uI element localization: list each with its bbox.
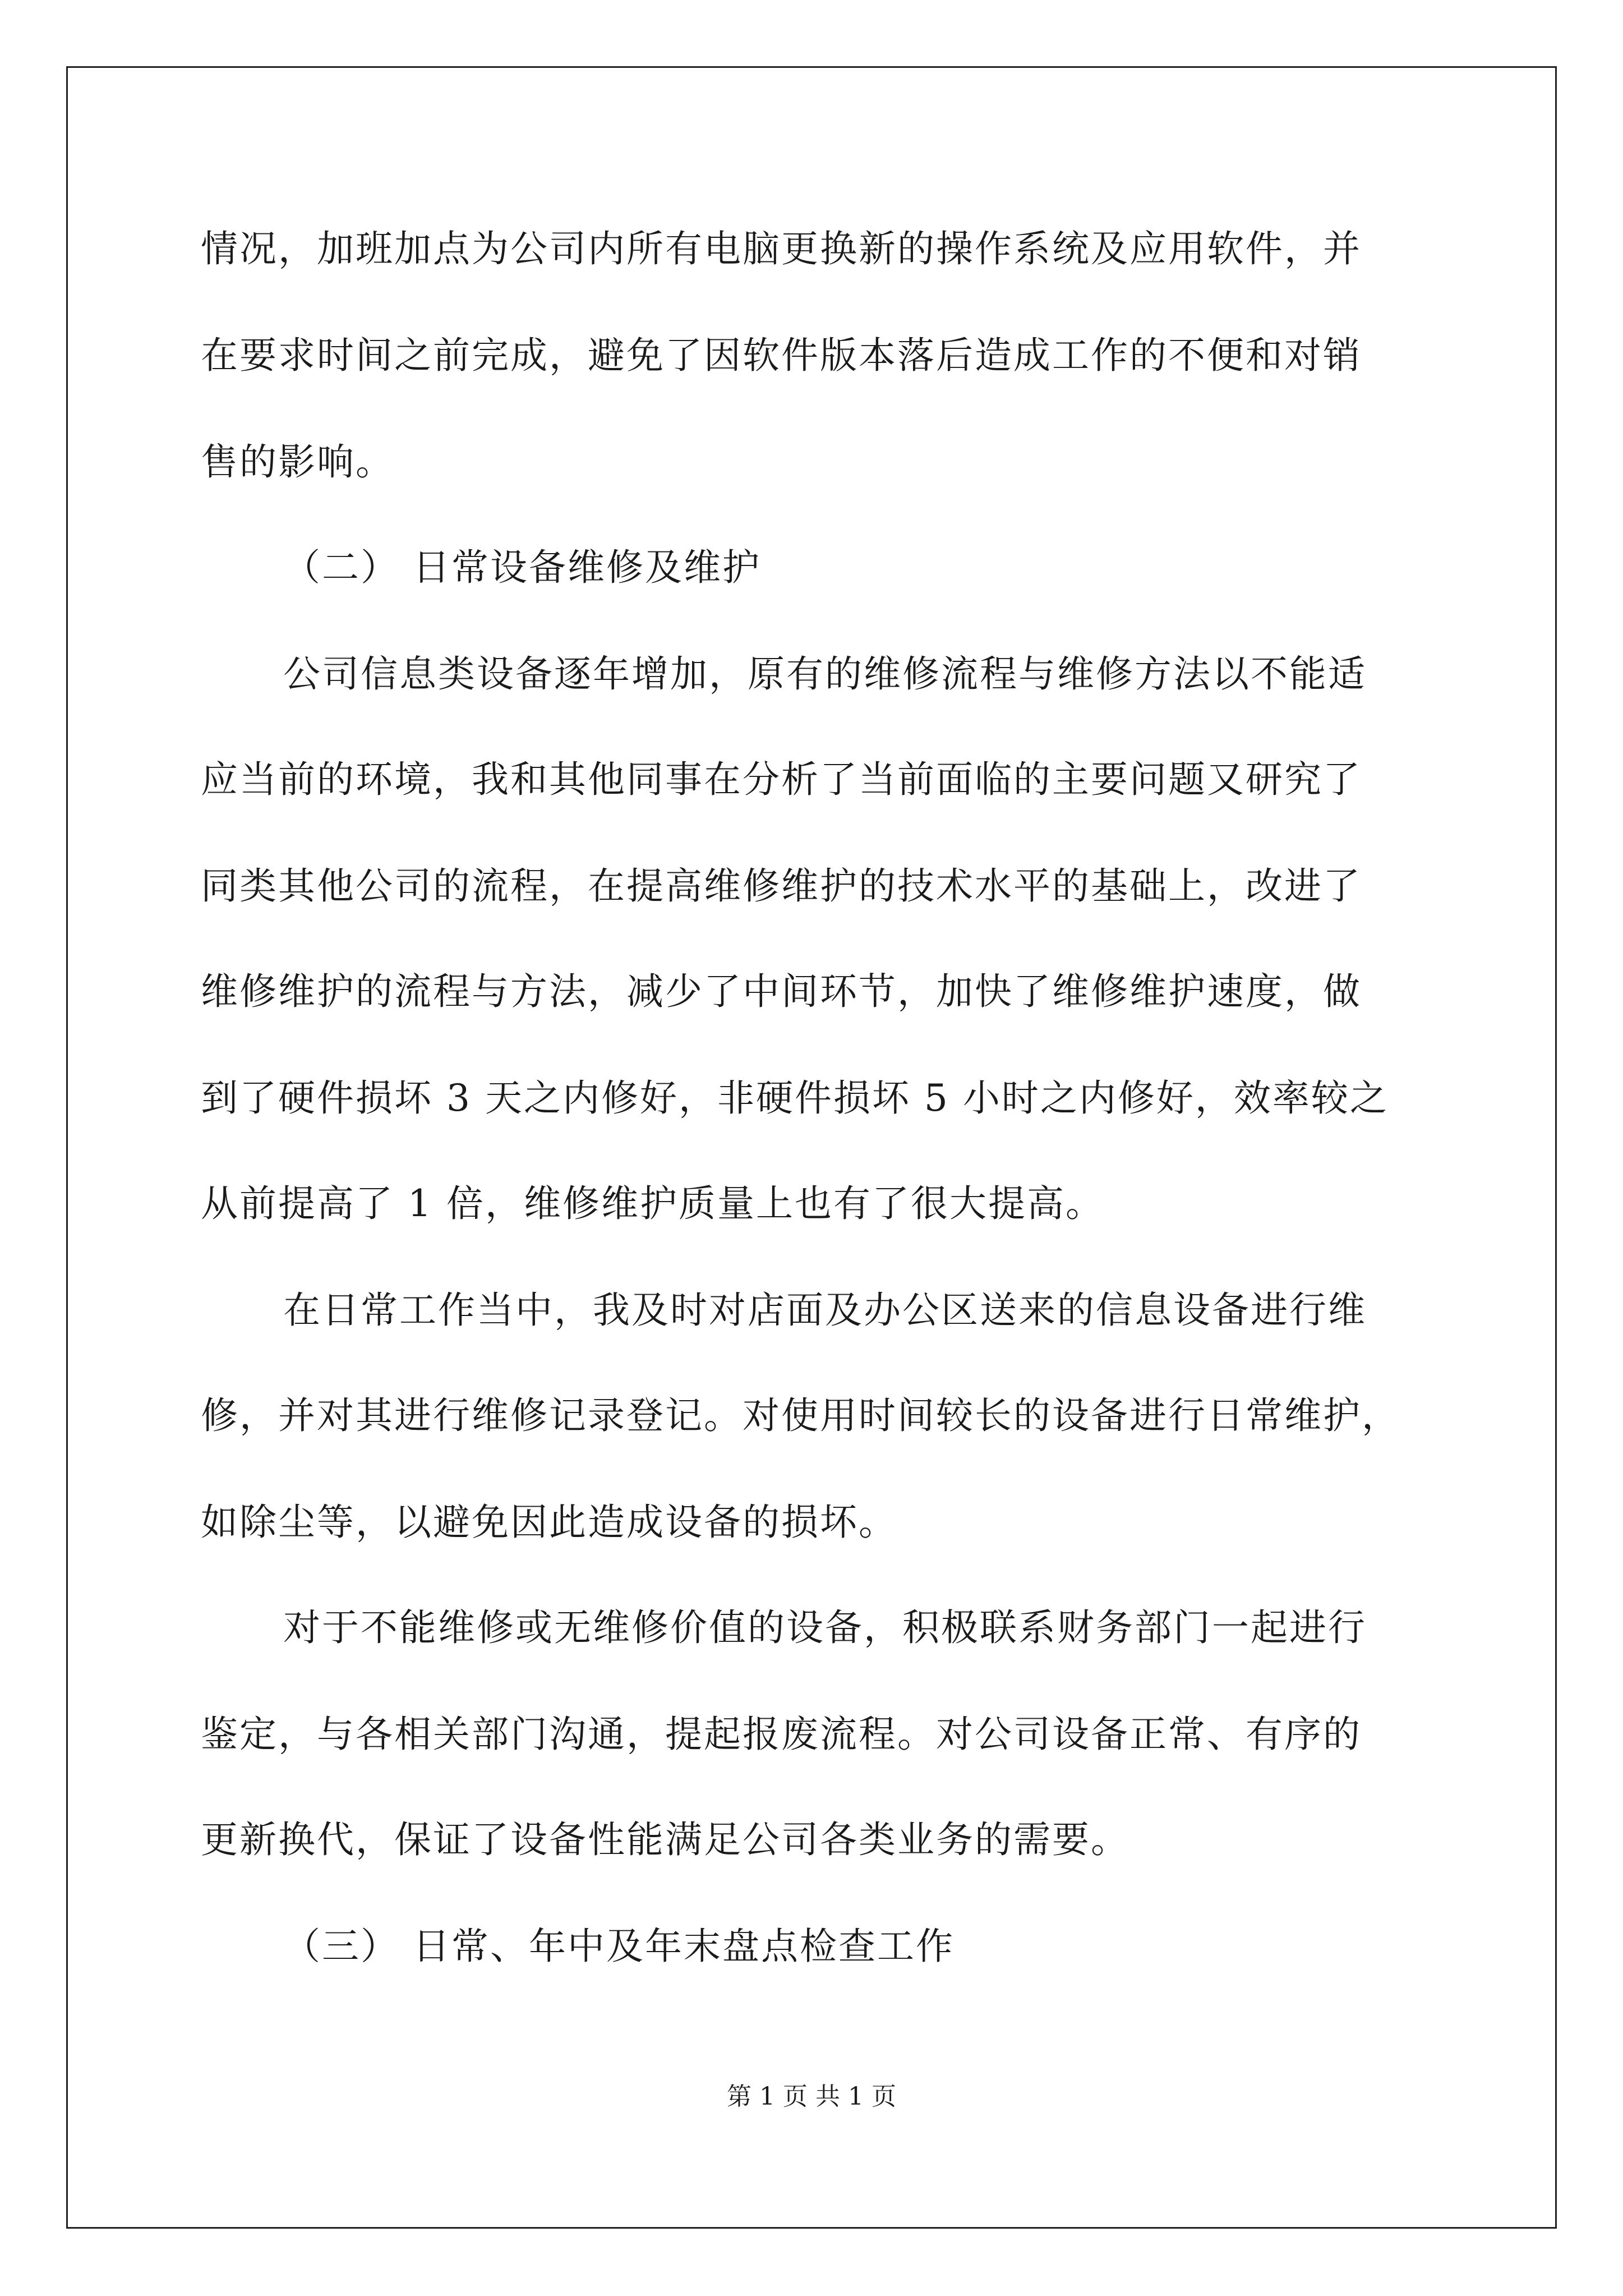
paragraph-line: 公司信息类设备逐年增加，原有的维修流程与维修方法以不能适 [283,652,1367,696]
paragraph-line: 同类其他公司的流程，在提高维修维护的技术水平的基础上，改进了 [201,864,1362,908]
page-border [66,66,1557,2229]
section-heading-2: （二） 日常设备维修及维护 [283,546,761,589]
paragraph-line: 情况，加班加点为公司内所有电脑更换新的操作系统及应用软件，并 [201,227,1362,270]
paragraph-line: 维修维护的流程与方法，减少了中间环节，加快了维修维护速度，做 [201,970,1362,1013]
paragraph-line: 在日常工作当中，我及时对店面及办公区送来的信息设备进行维 [283,1289,1367,1332]
paragraph-line: 修，并对其进行维修记录登记。对使用时间较长的设备进行日常维护， [201,1394,1400,1437]
paragraph-line: 售的影响。 [201,440,394,484]
paragraph-line: 如除尘等，以避免因此造成设备的损坏。 [201,1501,897,1544]
section-heading-3: （三） 日常、年中及年末盘点检查工作 [283,1925,955,1968]
paragraph-line: 应当前的环境，我和其他同事在分析了当前面临的主要问题又研究了 [201,758,1362,801]
paragraph-line: 鉴定，与各相关部门沟通，提起报废流程。对公司设备正常、有序的 [201,1713,1362,1756]
paragraph-line: 在要求时间之前完成，避免了因软件版本落后造成工作的不便和对销 [201,334,1362,377]
page-footer: 第 1 页 共 1 页 [727,2082,896,2111]
paragraph-line: 更新换代，保证了设备性能满足公司各类业务的需要。 [201,1818,1129,1861]
paragraph-line: 从前提高了 1 倍，维修维护质量上也有了很大提高。 [201,1182,1104,1225]
paragraph-line: 对于不能维修或无维修价值的设备，积极联系财务部门一起进行 [283,1606,1367,1649]
paragraph-line: 到了硬件损坏 3 天之内修好，非硬件损坏 5 小时之内修好，效率较之 [201,1076,1389,1120]
